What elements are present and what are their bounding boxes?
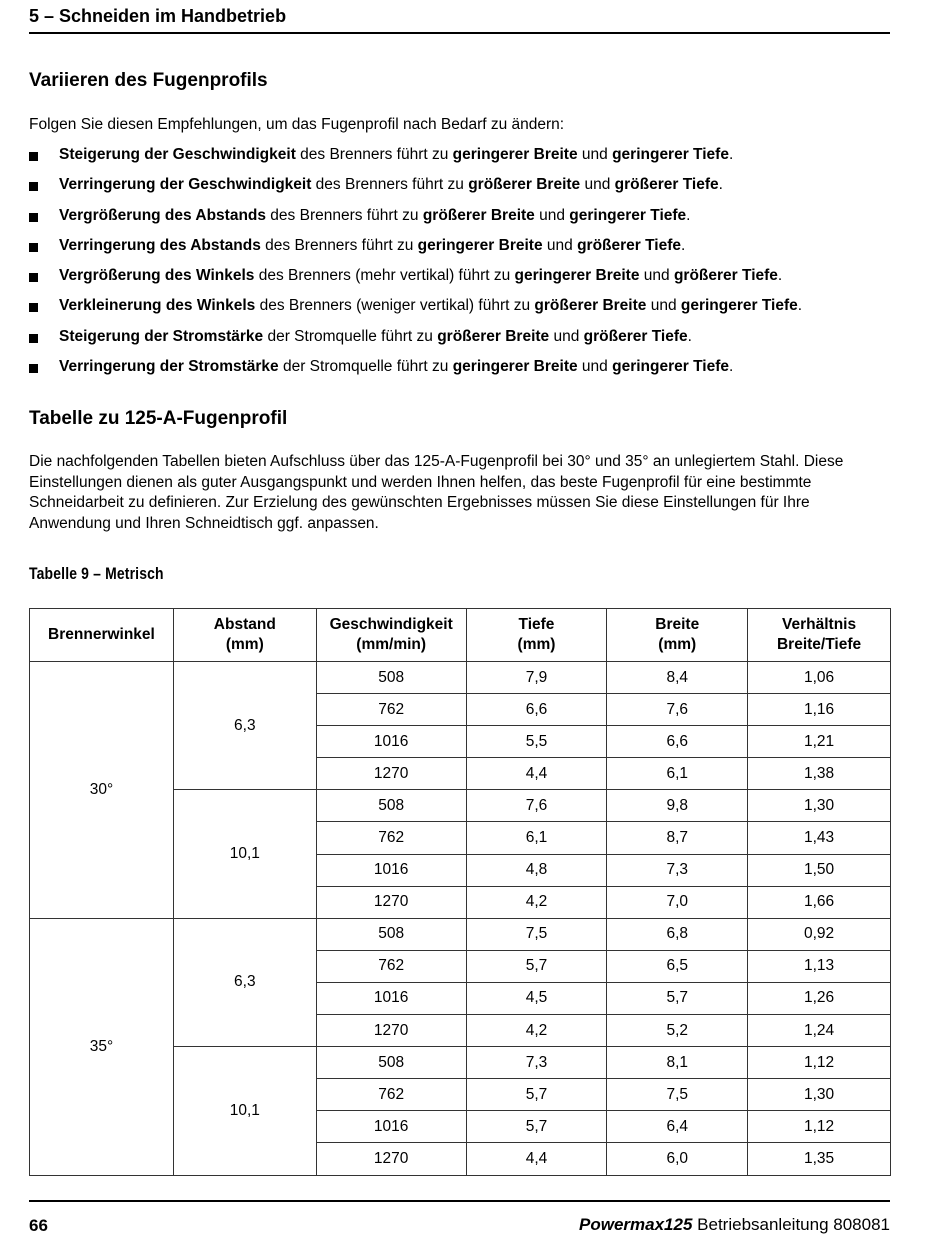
- bullet-text: und: [646, 297, 681, 315]
- speed-cell: 1270: [316, 1143, 466, 1175]
- ratio-cell: 1,16: [748, 694, 891, 726]
- ratio-cell: 0,92: [748, 918, 891, 950]
- width-cell: 6,5: [607, 950, 748, 982]
- standoff-cell: 6,3: [173, 662, 316, 790]
- bullet-text: des Brenners führt zu: [266, 206, 423, 224]
- ratio-cell: 1,24: [748, 1015, 891, 1047]
- bullet-lead: Verringerung der Stromstärke: [59, 358, 279, 376]
- bullet-width-effect: geringerer Breite: [417, 236, 543, 254]
- table-caption: Tabelle 9 – Metrisch: [29, 564, 164, 583]
- depth-cell: 4,5: [466, 982, 607, 1014]
- column-header-line: (mm): [225, 636, 264, 653]
- gouging-profile-table: [29, 608, 891, 1176]
- bullet-square-icon: [29, 213, 38, 222]
- ratio-cell: 1,06: [748, 662, 891, 694]
- column-header-line: Geschwindigkeit: [329, 616, 453, 633]
- footer-doc-info: [579, 1215, 890, 1235]
- bullet-depth-effect: geringerer Tiefe: [612, 358, 729, 376]
- column-header: [607, 609, 748, 662]
- ratio-cell: 1,38: [748, 758, 891, 790]
- depth-cell: 4,4: [466, 758, 607, 790]
- speed-cell: 1016: [316, 726, 466, 758]
- bullet-text: und: [577, 146, 613, 163]
- bullet-text: und: [577, 358, 613, 376]
- bullet-text: .: [777, 267, 783, 285]
- intro-text: Folgen Sie diesen Empfehlungen, um das Fugenprofil nach Bedarf zu ändern:: [29, 116, 565, 133]
- bullet-square-icon: [29, 243, 38, 252]
- bullet-width-effect: größerer Breite: [437, 327, 550, 345]
- bullet-text: .: [728, 146, 734, 163]
- width-cell: 6,8: [607, 918, 748, 950]
- bullet-text: .: [681, 236, 686, 254]
- speed-cell: 1270: [316, 758, 466, 790]
- column-header: [466, 609, 607, 662]
- bullet-depth-effect: größerer Tiefe: [673, 267, 778, 285]
- column-header-line: Breite: [655, 616, 700, 633]
- bullet-text: des Brenners (weniger vertikal) führt zu: [255, 297, 535, 315]
- depth-cell: 4,2: [466, 886, 607, 918]
- width-cell: 6,1: [607, 758, 748, 790]
- paragraph-line: Anwendung und Ihren Schneidtisch ggf. anpassen.: [29, 514, 379, 532]
- bullet-lead: Verkleinerung des Winkels: [59, 297, 256, 315]
- bullet-text: .: [797, 297, 803, 315]
- list-item: [29, 174, 909, 204]
- bullet-square-icon: [29, 152, 38, 161]
- list-item: [29, 205, 909, 235]
- column-header: [316, 609, 466, 662]
- width-cell: 6,0: [607, 1143, 748, 1175]
- speed-cell: 1016: [316, 982, 466, 1014]
- bullet-text: .: [686, 206, 691, 224]
- bullet-lead: Vergrößerung des Winkels: [59, 267, 255, 285]
- bullet-width-effect: größerer Breite: [468, 176, 581, 194]
- bullet-text: und: [549, 327, 584, 345]
- depth-cell: 7,9: [466, 662, 607, 694]
- footer-rule: [29, 1200, 890, 1202]
- ratio-cell: 1,13: [748, 950, 891, 982]
- depth-cell: 5,7: [466, 950, 607, 982]
- speed-cell: 508: [316, 790, 466, 822]
- bullet-depth-effect: größerer Tiefe: [614, 176, 719, 194]
- doc-number: 808081: [833, 1215, 890, 1234]
- column-header-line: Abstand: [213, 616, 276, 633]
- column-header-line: Breite/Tiefe: [776, 636, 862, 653]
- speed-cell: 762: [316, 694, 466, 726]
- standoff-cell: 10,1: [173, 1047, 316, 1175]
- column-header-line: Verhältnis: [782, 616, 857, 633]
- speed-cell: 762: [316, 1079, 466, 1111]
- list-item: [29, 235, 909, 265]
- width-cell: 7,3: [607, 854, 748, 886]
- depth-cell: 7,3: [466, 1047, 607, 1079]
- depth-cell: 6,6: [466, 694, 607, 726]
- ratio-cell: 1,43: [748, 822, 891, 854]
- brand-name: Powermax125: [579, 1215, 693, 1234]
- depth-cell: 4,2: [466, 1015, 607, 1047]
- table-header-row: [30, 609, 891, 662]
- width-cell: 8,7: [607, 822, 748, 854]
- width-cell: 9,8: [607, 790, 748, 822]
- bullet-width-effect: größerer Breite: [534, 297, 647, 315]
- bullet-text: des Brenners führt zu: [311, 176, 469, 194]
- angle-cell: 30°: [30, 662, 174, 919]
- speed-cell: 762: [316, 950, 466, 982]
- width-cell: 6,6: [607, 726, 748, 758]
- list-item: [29, 144, 909, 174]
- bullet-depth-effect: geringerer Tiefe: [569, 206, 687, 224]
- column-header: [748, 609, 891, 662]
- list-item: [29, 265, 909, 295]
- bullet-square-icon: [29, 303, 38, 312]
- ratio-cell: 1,26: [748, 982, 891, 1014]
- bullet-text: des Brenners führt zu: [260, 236, 418, 254]
- speed-cell: 1270: [316, 1015, 466, 1047]
- bullet-lead: Verringerung des Abstands: [59, 236, 261, 254]
- column-header-line: Tiefe: [518, 616, 555, 633]
- ratio-cell: 1,12: [748, 1111, 891, 1143]
- bullet-width-effect: geringerer Breite: [452, 146, 578, 163]
- list-item: [29, 356, 909, 386]
- speed-cell: 508: [316, 662, 466, 694]
- depth-cell: 6,1: [466, 822, 607, 854]
- ratio-cell: 1,21: [748, 726, 891, 758]
- depth-cell: 7,5: [466, 918, 607, 950]
- list-item: [29, 326, 909, 356]
- ratio-cell: 1,30: [748, 1079, 891, 1111]
- bullet-lead: Steigerung der Stromstärke: [59, 327, 264, 345]
- ratio-cell: 1,30: [748, 790, 891, 822]
- bullet-text: der Stromquelle führt zu: [263, 327, 438, 345]
- width-cell: 7,6: [607, 694, 748, 726]
- width-cell: 7,0: [607, 886, 748, 918]
- bullet-text: der Stromquelle führt zu: [278, 358, 453, 376]
- width-cell: 8,4: [607, 662, 748, 694]
- column-header-line: (mm/min): [356, 636, 427, 653]
- column-header-line: (mm): [517, 636, 556, 653]
- width-cell: 6,4: [607, 1111, 748, 1143]
- column-header-line: Brennerwinkel: [48, 626, 155, 643]
- section-heading-fugenprofil: Variieren des Fugenprofils: [29, 70, 268, 91]
- width-cell: 5,2: [607, 1015, 748, 1047]
- table-intro-paragraph: [29, 452, 899, 534]
- page-number: 66: [29, 1216, 48, 1235]
- bullet-text: und: [534, 206, 570, 224]
- table-row: [30, 662, 891, 694]
- ratio-cell: 1,50: [748, 854, 891, 886]
- bullet-text: und: [542, 236, 578, 254]
- bullet-depth-effect: größerer Tiefe: [583, 327, 688, 345]
- bullet-depth-effect: größerer Tiefe: [577, 236, 682, 254]
- width-cell: 7,5: [607, 1079, 748, 1111]
- ratio-cell: 1,35: [748, 1143, 891, 1175]
- angle-cell: 35°: [30, 918, 174, 1175]
- bullet-text: .: [728, 358, 734, 376]
- bullet-text: und: [639, 267, 674, 285]
- bullet-square-icon: [29, 273, 38, 282]
- ratio-cell: 1,66: [748, 886, 891, 918]
- standoff-cell: 6,3: [173, 918, 316, 1046]
- bullet-text: .: [687, 327, 692, 345]
- depth-cell: 5,5: [466, 726, 607, 758]
- bullet-text: .: [718, 176, 723, 194]
- speed-cell: 1016: [316, 854, 466, 886]
- chapter-title: 5 – Schneiden im Handbetrieb: [29, 6, 287, 26]
- bullet-square-icon: [29, 364, 38, 373]
- depth-cell: 7,6: [466, 790, 607, 822]
- depth-cell: 4,4: [466, 1143, 607, 1175]
- chapter-header: [29, 4, 890, 34]
- recommendation-list: [29, 144, 909, 386]
- paragraph-line: Die nachfolgenden Tabellen bieten Aufschluss über das 125-A-Fugenprofil bei 30° und 35° an unlegiertem Stahl. Diese: [29, 453, 844, 470]
- ratio-cell: 1,12: [748, 1047, 891, 1079]
- speed-cell: 1016: [316, 1111, 466, 1143]
- depth-cell: 4,8: [466, 854, 607, 886]
- speed-cell: 762: [316, 822, 466, 854]
- table-row: [30, 918, 891, 950]
- bullet-lead: Verringerung der Geschwindigkeit: [59, 176, 312, 194]
- column-header: [30, 609, 174, 662]
- bullet-width-effect: größerer Breite: [422, 206, 535, 224]
- bullet-square-icon: [29, 182, 38, 191]
- standoff-cell: 10,1: [173, 790, 316, 918]
- bullet-width-effect: geringerer Breite: [452, 358, 578, 376]
- width-cell: 8,1: [607, 1047, 748, 1079]
- list-item: [29, 295, 909, 325]
- bullet-depth-effect: geringerer Tiefe: [612, 146, 729, 163]
- section-heading-table: Tabelle zu 125-A-Fugenprofil: [29, 408, 288, 429]
- paragraph-line: Schneidarbeit zu definieren. Zur Erzielung des gewünschten Ergebnisses müssen Sie diese Einstellungen für Ihre: [29, 494, 810, 511]
- bullet-depth-effect: geringerer Tiefe: [680, 297, 798, 315]
- bullet-width-effect: geringerer Breite: [514, 267, 640, 285]
- depth-cell: 5,7: [466, 1111, 607, 1143]
- bullet-square-icon: [29, 334, 38, 343]
- paragraph-line: Einstellungen dienen als guter Ausgangspunkt und werden Ihnen helfen, das beste Fugenprofil für eine bestimmte: [29, 473, 812, 491]
- bullet-lead: Vergrößerung des Abstands: [59, 206, 266, 224]
- bullet-lead: Steigerung der Geschwindigkeit: [59, 146, 296, 163]
- bullet-text: und: [580, 176, 615, 194]
- bullet-text: des Brenners (mehr vertikal) führt zu: [254, 267, 515, 285]
- column-header-line: (mm): [658, 636, 697, 653]
- doc-title: Betriebsanleitung: [697, 1215, 829, 1234]
- width-cell: 5,7: [607, 982, 748, 1014]
- speed-cell: 508: [316, 918, 466, 950]
- bullet-text: des Brenners führt zu: [295, 146, 453, 163]
- speed-cell: 1270: [316, 886, 466, 918]
- depth-cell: 5,7: [466, 1079, 607, 1111]
- column-header: [173, 609, 316, 662]
- speed-cell: 508: [316, 1047, 466, 1079]
